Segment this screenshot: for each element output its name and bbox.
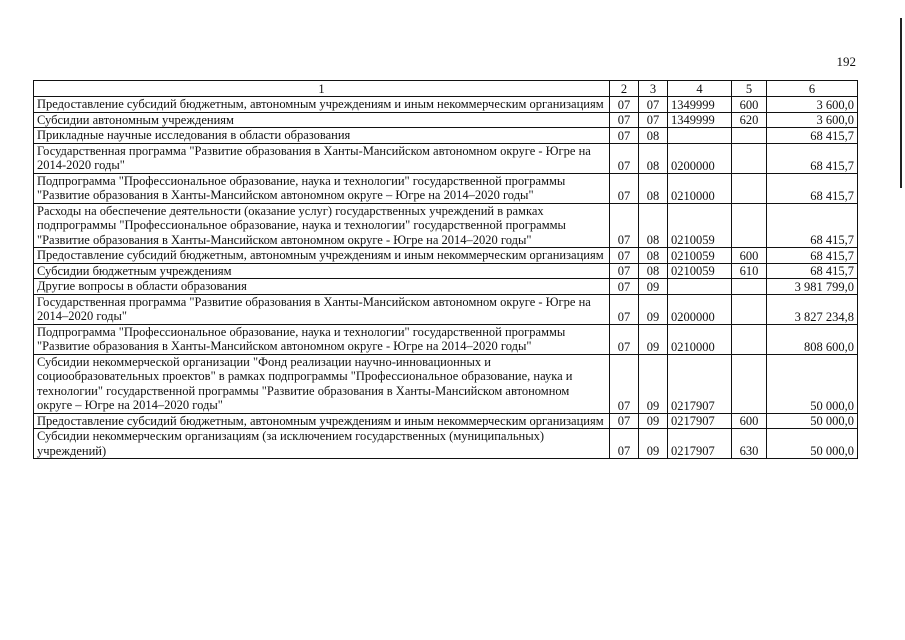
row-target-cell: 1349999 xyxy=(668,112,732,128)
row-subsection-cell: 08 xyxy=(639,203,668,248)
row-section-cell: 07 xyxy=(610,324,639,354)
table-row xyxy=(34,143,858,173)
row-target-cell: 0217907 xyxy=(668,429,732,459)
row-expense-type-cell xyxy=(732,294,767,324)
row-name-cell: Предоставление субсидий бюджетным, автономным учреждениям и иным некоммерческим организациям xyxy=(34,413,610,429)
row-expense-type-cell xyxy=(732,173,767,203)
row-section-cell: 07 xyxy=(610,354,639,413)
row-section-cell: 07 xyxy=(610,294,639,324)
row-amount-cell: 3 981 799,0 xyxy=(767,279,858,295)
row-subsection-cell: 09 xyxy=(639,429,668,459)
row-subsection-cell: 08 xyxy=(639,173,668,203)
row-name-cell: Прикладные научные исследования в области образования xyxy=(34,128,610,144)
column-header: 1 xyxy=(34,81,610,97)
row-amount-cell: 68 415,7 xyxy=(767,248,858,264)
table-row xyxy=(34,112,858,128)
page-number: 192 xyxy=(836,54,856,69)
row-target-cell xyxy=(668,128,732,144)
row-amount-cell: 3 827 234,8 xyxy=(767,294,858,324)
row-section-cell: 07 xyxy=(610,128,639,144)
row-subsection-cell: 08 xyxy=(639,128,668,144)
row-name-cell: Подпрограмма "Профессиональное образование, наука и технологии" государственной программы "Развитие образования в Ханты-Мансийском автономном округе - Югре на 2014–2020 годы" xyxy=(34,324,610,354)
row-expense-type-cell: 600 xyxy=(732,97,767,113)
row-expense-type-cell xyxy=(732,203,767,248)
row-amount-cell: 68 415,7 xyxy=(767,263,858,279)
row-amount-cell: 50 000,0 xyxy=(767,354,858,413)
row-name-cell: Субсидии бюджетным учреждениям xyxy=(34,263,610,279)
row-expense-type-cell xyxy=(732,128,767,144)
row-target-cell: 0200000 xyxy=(668,294,732,324)
row-section-cell: 07 xyxy=(610,429,639,459)
row-target-cell: 0210059 xyxy=(668,203,732,248)
row-subsection-cell: 09 xyxy=(639,279,668,295)
row-expense-type-cell: 620 xyxy=(732,112,767,128)
row-section-cell: 07 xyxy=(610,248,639,264)
table-row xyxy=(34,263,858,279)
row-target-cell: 0210000 xyxy=(668,173,732,203)
column-header: 6 xyxy=(767,81,858,97)
row-target-cell: 0210059 xyxy=(668,248,732,264)
row-amount-cell: 808 600,0 xyxy=(767,324,858,354)
table-row xyxy=(34,324,858,354)
row-subsection-cell: 09 xyxy=(639,324,668,354)
table-row xyxy=(34,128,858,144)
row-amount-cell: 50 000,0 xyxy=(767,429,858,459)
row-name-cell: Субсидии некоммерческой организации "Фонд реализации научно-инновационных и социообразовательных проектов" в рамках подпрограммы "Профессиональное образование, наука и технологии" государственной программы "Развитие образования в Ханты-Мансийском автономном округе – Югре на 2014–2020 годы" xyxy=(34,354,610,413)
row-subsection-cell: 09 xyxy=(639,413,668,429)
table-row xyxy=(34,203,858,248)
row-name-cell: Предоставление субсидий бюджетным, автономным учреждениям и иным некоммерческим организациям xyxy=(34,97,610,113)
row-subsection-cell: 09 xyxy=(639,354,668,413)
row-expense-type-cell xyxy=(732,143,767,173)
row-amount-cell: 68 415,7 xyxy=(767,173,858,203)
row-target-cell: 0217907 xyxy=(668,413,732,429)
row-name-cell: Субсидии автономным учреждениям xyxy=(34,112,610,128)
table-row xyxy=(34,97,858,113)
row-amount-cell: 68 415,7 xyxy=(767,203,858,248)
row-expense-type-cell: 610 xyxy=(732,263,767,279)
row-subsection-cell: 07 xyxy=(639,97,668,113)
row-target-cell: 1349999 xyxy=(668,97,732,113)
row-subsection-cell: 08 xyxy=(639,263,668,279)
row-expense-type-cell: 600 xyxy=(732,248,767,264)
row-subsection-cell: 09 xyxy=(639,294,668,324)
scan-edge-line xyxy=(900,18,902,188)
row-target-cell: 0217907 xyxy=(668,354,732,413)
row-amount-cell: 68 415,7 xyxy=(767,128,858,144)
column-header: 3 xyxy=(639,81,668,97)
row-amount-cell: 3 600,0 xyxy=(767,112,858,128)
row-expense-type-cell xyxy=(732,324,767,354)
row-name-cell: Государственная программа "Развитие образования в Ханты-Мансийском автономном округе - Югре на 2014-2020 годы" xyxy=(34,143,610,173)
budget-table xyxy=(33,80,858,459)
row-section-cell: 07 xyxy=(610,143,639,173)
column-header: 2 xyxy=(610,81,639,97)
row-subsection-cell: 08 xyxy=(639,143,668,173)
row-subsection-cell: 08 xyxy=(639,248,668,264)
row-amount-cell: 3 600,0 xyxy=(767,97,858,113)
table-row xyxy=(34,279,858,295)
row-section-cell: 07 xyxy=(610,112,639,128)
row-section-cell: 07 xyxy=(610,203,639,248)
row-section-cell: 07 xyxy=(610,413,639,429)
row-section-cell: 07 xyxy=(610,173,639,203)
table-row xyxy=(34,173,858,203)
column-header: 5 xyxy=(732,81,767,97)
row-target-cell xyxy=(668,279,732,295)
row-target-cell: 0200000 xyxy=(668,143,732,173)
table-row xyxy=(34,294,858,324)
row-name-cell: Субсидии некоммерческим организациям (за исключением государственных (муниципальных) учреждений) xyxy=(34,429,610,459)
row-target-cell: 0210000 xyxy=(668,324,732,354)
table-row xyxy=(34,429,858,459)
row-amount-cell: 68 415,7 xyxy=(767,143,858,173)
table-row xyxy=(34,248,858,264)
row-amount-cell: 50 000,0 xyxy=(767,413,858,429)
row-name-cell: Расходы на обеспечение деятельности (оказание услуг) государственных учреждений в рамках подпрограммы "Профессиональное образование, наука и технологии" государственной программы "Развитие образования в Ханты-Мансийском автономном округе - Югре на 2014–2020 годы" xyxy=(34,203,610,248)
table-row xyxy=(34,413,858,429)
row-expense-type-cell xyxy=(732,354,767,413)
row-expense-type-cell: 630 xyxy=(732,429,767,459)
table-row xyxy=(34,354,858,413)
row-target-cell: 0210059 xyxy=(668,263,732,279)
row-name-cell: Подпрограмма "Профессиональное образование, наука и технологии" государственной программы "Развитие образования в Ханты-Мансийском автономном округе – Югре на 2014–2020 годы" xyxy=(34,173,610,203)
row-section-cell: 07 xyxy=(610,279,639,295)
row-expense-type-cell xyxy=(732,279,767,295)
row-section-cell: 07 xyxy=(610,97,639,113)
row-name-cell: Предоставление субсидий бюджетным, автономным учреждениям и иным некоммерческим организациям xyxy=(34,248,610,264)
table-header-row xyxy=(34,81,858,97)
table-body xyxy=(34,97,858,459)
row-name-cell: Государственная программа "Развитие образования в Ханты-Мансийском автономном округе - Югре на 2014–2020 годы" xyxy=(34,294,610,324)
row-subsection-cell: 07 xyxy=(639,112,668,128)
row-section-cell: 07 xyxy=(610,263,639,279)
row-name-cell: Другие вопросы в области образования xyxy=(34,279,610,295)
row-expense-type-cell: 600 xyxy=(732,413,767,429)
column-header: 4 xyxy=(668,81,732,97)
